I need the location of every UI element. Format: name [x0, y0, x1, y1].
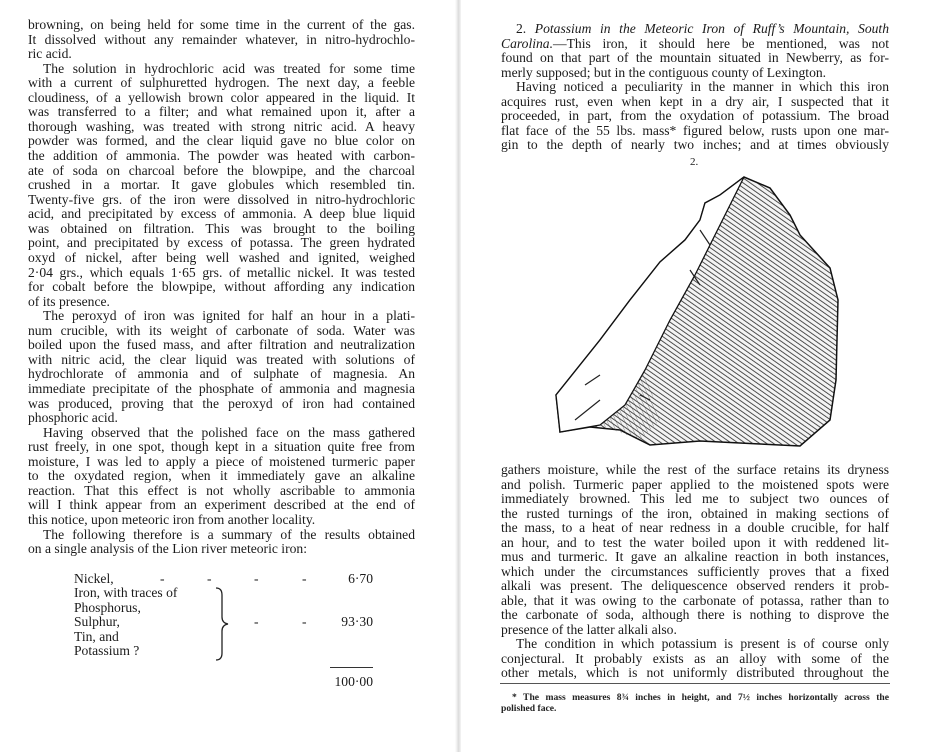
text-line: of its presence. [28, 293, 110, 309]
text-line: ric acid. [28, 46, 72, 62]
table-label: Iron, with traces of [74, 585, 178, 600]
footnote-rule [500, 683, 890, 684]
text-line: rust freely, in one spot, though kept in a situation quite free from [28, 439, 415, 455]
leader-dash: - [302, 571, 307, 586]
text-line: The solution in hydrochloric acid was treated for some time [43, 60, 415, 76]
text-line: Having noticed a peculiarity in the manner in which this iron [516, 79, 889, 94]
text-line: this notice, upon meteoric iron from another locality. [28, 512, 316, 528]
text-line: conjectural. It probably exists as an alloy with some of the [501, 650, 889, 666]
text-line: hydrochlorate of ammonia and of sulphate of magnesia. An [28, 366, 415, 382]
text-line: found on that part of the mountain situated in Newberry, as for- [501, 50, 889, 65]
leader-dash: - [254, 614, 259, 629]
text-line: the mass, to a heat of near redness in a double crucible, for half [501, 520, 889, 535]
text-line: num crucible, with its weight of carbonate of soda. Water was [28, 322, 415, 338]
text-line: 2·04 grs., which equals 1·65 grs. of metallic nickel. It was tested [28, 264, 415, 280]
text-line: able, that it was owing to the carbonate of potassa, rather than to [501, 592, 889, 608]
text-line: powder was formed, and the clear liquid gave no blue color on [28, 133, 415, 149]
text-line: immediately browned. This led me to subject two ounces of [501, 491, 889, 506]
text-line: merly supposed; but in the contiguous county of Lexington. [501, 64, 827, 80]
italic-heading-text: Carolina. [501, 35, 553, 51]
text-line: the rusted turnings of the iron, obtained in making sections of [501, 505, 889, 521]
text-line: proceeded, in part, from the oxydation of potassium. The broad [501, 108, 889, 123]
text-line: for cobalt before the blowpipe, without affording any indication [28, 279, 415, 295]
text-line: thorough washing, was treated with strong nitric acid. A heavy [28, 118, 415, 134]
text-line: to the oxydated region, when it immediately gave an alkaline [28, 468, 415, 484]
text-line: phosphoric acid. [28, 410, 118, 426]
text-line: acid, and precipitated by excess of ammonia. A deep blue liquid [28, 206, 415, 222]
text-line: Twenty-five grs. of the iron were dissolved in nitro-hydrochloric [28, 191, 415, 207]
text-line: with a current of sulphuretted hydrogen. The next day, a feeble [28, 75, 415, 91]
table-label: Phosphorus, [74, 599, 141, 615]
heading-text: —This iron, it should here be mentioned, was not [553, 35, 889, 51]
text-line: was produced, proving that the peroxyd of iron had contained [28, 395, 415, 411]
text-line: presence of the latter alkali also. [501, 621, 677, 637]
text-line: acquires rust, even when kept in a dry air, I suspected that it [501, 93, 889, 109]
text-line: flat face of the 55 lbs. mass* figured below, rusts upon one mar- [501, 122, 889, 138]
text-line: The following therefore is a summary of the results obtained [43, 526, 415, 542]
text-line: The condition in which potassium is present is of course only [516, 636, 889, 651]
text-line: moisture, I was led to apply a piece of moistened turmeric paper [28, 453, 415, 469]
right-page [460, 0, 932, 752]
text-line: gathers moisture, while the rest of the surface retains its dryness [501, 462, 889, 477]
table-label: Tin, and [74, 628, 119, 644]
text-line: mus and turmeric. It gave an alkaline reaction in both instances, [501, 549, 889, 564]
text-line: crushed in a mortar. It gave globules which resembled tin. [28, 177, 415, 193]
text-line: It dissolved without any remainder whatever, in nitro-hydrochlo- [28, 31, 415, 47]
text-line: The peroxyd of iron was ignited for half an hour in a plati- [43, 308, 415, 324]
footnote-line: * The mass measures 8¾ inches in height, and 7½ inches horizontally across the [512, 692, 889, 703]
table-value: 6·70 [348, 571, 373, 586]
text-line [501, 36, 889, 51]
text-line [516, 21, 889, 36]
leader-dash: - [254, 571, 259, 586]
text-line: browning, on being held for some time in the current of the gas. [28, 17, 415, 32]
text-line: will I think appear from an experiment described at the end of [28, 497, 415, 513]
table-label: Potassium ? [74, 643, 140, 658]
text-line: on a single analysis of the Lion river meteoric iron: [28, 541, 307, 557]
text-line: with nitric acid, the clear liquid was treated with solutions of [28, 351, 415, 367]
text-line: the carbonate of soda, although there is nothing to disprove the [501, 607, 889, 622]
heading-text: 2. [516, 21, 535, 36]
text-line: Having observed that the polished face on the mass gathered [43, 424, 415, 440]
text-line: immediate precipitate of the phosphate of ammonia and magnesia [28, 381, 415, 396]
text-line: point, and precipitated by excess of potassa. The green hydrated [28, 235, 415, 251]
text-line: alkali was present. The deliquescence observed renders it prob- [501, 578, 889, 593]
text-line: oxyd of nickel, after being well washed and ignited, weighed [28, 249, 415, 265]
leader-dash: - [302, 614, 307, 629]
text-line: cloudiness, of a yellowish brown color appeared in the liquid. It [28, 89, 415, 105]
brace-icon [214, 587, 230, 664]
text-line: and polish. Turmeric paper applied to the moistened spots were [501, 476, 889, 492]
leader-dash: - [160, 571, 165, 586]
meteorite-figure [540, 170, 850, 460]
footnote-line: polished face. [501, 703, 557, 714]
text-line: the addition of ammonia. The powder was heated with carbon- [28, 148, 415, 164]
text-line: an hour, and to test the water boiled upon it with reddened lit- [501, 534, 889, 550]
italic-heading-text: Potassium in the Meteoric Iron of Ruff’s Mountain, South [534, 21, 890, 36]
leader-dash: - [207, 571, 212, 586]
sum-rule [330, 667, 373, 668]
table-label: Sulphur, [74, 614, 120, 629]
figure-number: 2. [690, 156, 699, 168]
text-line: boiled upon the fused mass, and after filtration and neutralization [28, 337, 415, 353]
table-label: Nickel, [74, 571, 114, 586]
table-value: 93·30 [341, 614, 373, 629]
text-line: ate of soda on charcoal before the blowpipe, and the charcoal [28, 162, 415, 178]
left-page [0, 0, 456, 752]
text-line: was obtained on filtration. This was brought to the boiling [28, 220, 415, 236]
text-line: other metals, which is not uniformly distributed throughout the [501, 665, 889, 680]
table-total: 100·00 [334, 674, 373, 689]
text-line: gin to the depth of nearly two inches; and at times obviously [501, 137, 889, 152]
text-line: which under the circumstances sufficiently proves that a fixed [501, 563, 889, 579]
text-line: reaction. That this effect is not wholly ascribable to ammonia [28, 482, 415, 498]
text-line: was transferred to a filter; and what remained upon it, after a [28, 104, 415, 120]
